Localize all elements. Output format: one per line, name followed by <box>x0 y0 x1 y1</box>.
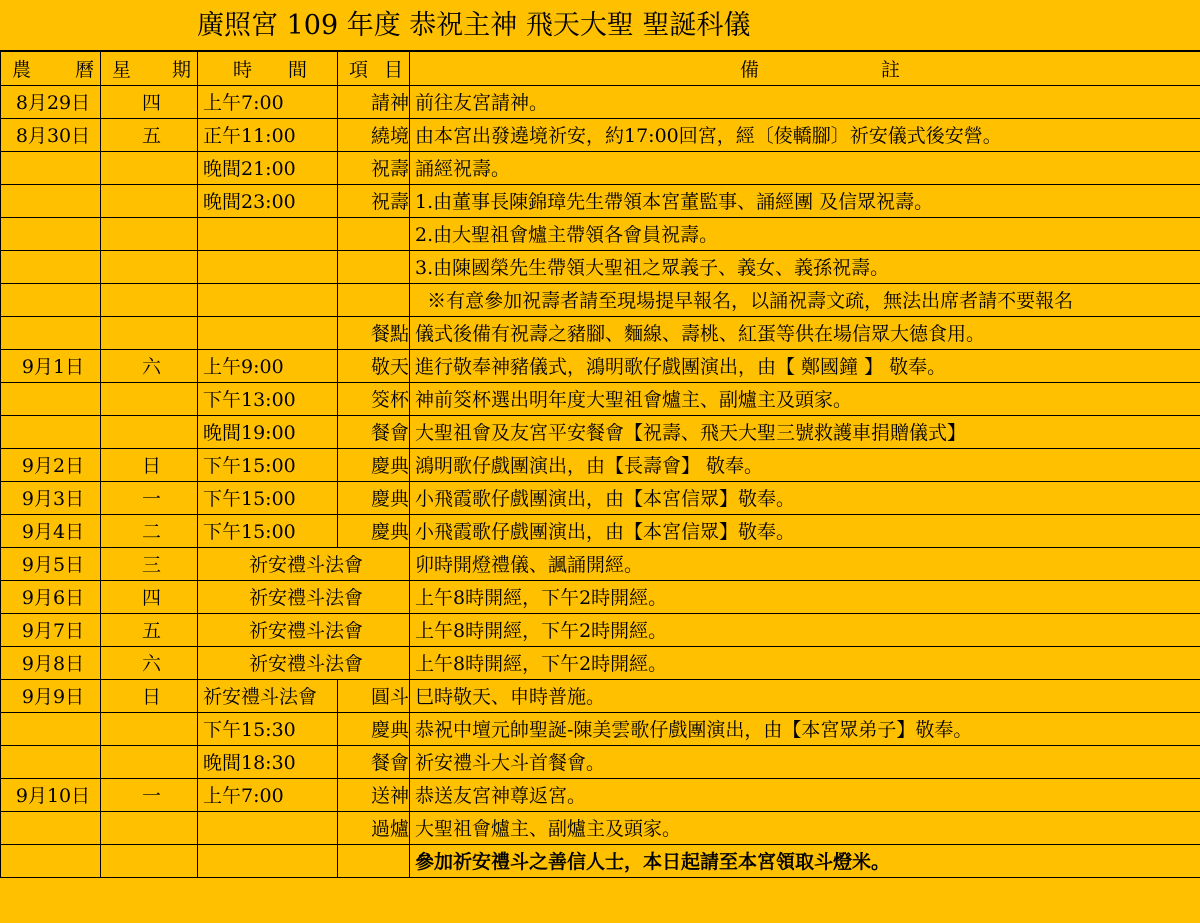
item-cell <box>338 250 410 283</box>
item-cell <box>338 283 410 316</box>
item-cell: 送神 <box>338 778 410 811</box>
schedule-table <box>0 52 1200 878</box>
day-cell: 四 <box>101 580 198 613</box>
item-cell: 慶典 <box>338 448 410 481</box>
day-cell: 三 <box>101 547 198 580</box>
time-cell: 下午15:00 <box>198 448 338 481</box>
time-cell: 上午7:00 <box>198 778 338 811</box>
schedule-row <box>1 811 1200 844</box>
note-cell: 大聖祖會爐主、副爐主及頭家。 <box>410 811 1200 844</box>
date-cell: 9月7日 <box>1 613 101 646</box>
time-cell <box>198 217 338 250</box>
header-row <box>1 52 1200 85</box>
schedule-row <box>1 118 1200 151</box>
note-cell: 由本宮出發遶境祈安，約17:00回宮，經〔倰轎腳〕祈安儀式後安營。 <box>410 118 1200 151</box>
date-cell <box>1 184 101 217</box>
date-cell <box>1 316 101 349</box>
header-time: 時 間 <box>198 52 338 85</box>
note-cell: 進行敬奉神豬儀式，鴻明歌仔戲團演出，由【 鄭國鐘 】 敬奉。 <box>410 349 1200 382</box>
day-cell <box>101 151 198 184</box>
note-cell: 鴻明歌仔戲團演出，由【長壽會】 敬奉。 <box>410 448 1200 481</box>
day-cell <box>101 316 198 349</box>
note-cell: 3.由陳國榮先生帶領大聖祖之眾義子、義女、義孫祝壽。 <box>410 250 1200 283</box>
day-cell: 日 <box>101 448 198 481</box>
header-note: 備 註 <box>410 52 1200 85</box>
day-cell: 一 <box>101 481 198 514</box>
date-cell: 9月6日 <box>1 580 101 613</box>
item-cell <box>338 217 410 250</box>
day-cell: 日 <box>101 679 198 712</box>
time-cell <box>198 250 338 283</box>
date-cell <box>1 415 101 448</box>
time-cell: 晚間18:30 <box>198 745 338 778</box>
schedule-row <box>1 646 1200 679</box>
day-cell: 五 <box>101 118 198 151</box>
note-cell: 恭祝中壇元帥聖誕-陳美雲歌仔戲團演出，由【本宮眾弟子】敬奉。 <box>410 712 1200 745</box>
note-cell: 儀式後備有祝壽之豬腳、麵線、壽桃、紅蛋等供在場信眾大德食用。 <box>410 316 1200 349</box>
day-cell: 四 <box>101 85 198 118</box>
schedule-title: 廣照宮 109 年度 恭祝主神 飛天大聖 聖誕科儀 <box>197 10 751 41</box>
day-cell <box>101 382 198 415</box>
note-cell: 上午8時開經，下午2時開經。 <box>410 580 1200 613</box>
note-cell: 大聖祖會及友宮平安餐會【祝壽、飛天大聖三號救護車捐贈儀式】 <box>410 415 1200 448</box>
item-cell: 敬天 <box>338 349 410 382</box>
schedule-row <box>1 613 1200 646</box>
time-cell: 晚間19:00 <box>198 415 338 448</box>
note-cell: 前往友宮請神。 <box>410 85 1200 118</box>
time-cell: 下午15:00 <box>198 514 338 547</box>
note-cell: 誦經祝壽。 <box>410 151 1200 184</box>
item-cell: 筊杯 <box>338 382 410 415</box>
item-cell: 餐點 <box>338 316 410 349</box>
time-cell <box>198 316 338 349</box>
day-cell <box>101 844 198 877</box>
date-cell: 9月2日 <box>1 448 101 481</box>
note-cell: 神前筊杯選出明年度大聖祖會爐主、副爐主及頭家。 <box>410 382 1200 415</box>
item-cell: 請神 <box>338 85 410 118</box>
schedule-row <box>1 580 1200 613</box>
schedule-row <box>1 547 1200 580</box>
item-cell: 過爐 <box>338 811 410 844</box>
item-cell: 祝壽 <box>338 184 410 217</box>
day-cell <box>101 250 198 283</box>
date-cell <box>1 217 101 250</box>
time-cell: 下午13:00 <box>198 382 338 415</box>
schedule-row <box>1 184 1200 217</box>
schedule-row <box>1 712 1200 745</box>
schedule-row <box>1 283 1200 316</box>
note-cell: 小飛霞歌仔戲團演出，由【本宮信眾】敬奉。 <box>410 514 1200 547</box>
time-cell: 晚間21:00 <box>198 151 338 184</box>
time-item-span-cell: 祈安禮斗法會 <box>198 613 410 646</box>
date-cell <box>1 745 101 778</box>
note-cell: 上午8時開經，下午2時開經。 <box>410 646 1200 679</box>
item-cell: 繞境 <box>338 118 410 151</box>
date-cell <box>1 712 101 745</box>
schedule-row <box>1 415 1200 448</box>
day-cell: 六 <box>101 646 198 679</box>
date-cell: 9月10日 <box>1 778 101 811</box>
schedule-row <box>1 316 1200 349</box>
item-cell: 慶典 <box>338 712 410 745</box>
day-cell <box>101 415 198 448</box>
note-cell: 1.由董事長陳錦璋先生帶領本宮董監事、誦經團 及信眾祝壽。 <box>410 184 1200 217</box>
schedule-row <box>1 217 1200 250</box>
note-cell: 小飛霞歌仔戲團演出，由【本宮信眾】敬奉。 <box>410 481 1200 514</box>
item-cell: 餐會 <box>338 415 410 448</box>
schedule-row <box>1 844 1200 877</box>
schedule-row <box>1 481 1200 514</box>
time-cell: 下午15:30 <box>198 712 338 745</box>
time-cell <box>198 844 338 877</box>
time-cell: 晚間23:00 <box>198 184 338 217</box>
schedule-row <box>1 349 1200 382</box>
day-cell: 五 <box>101 613 198 646</box>
item-cell: 圓斗 <box>338 679 410 712</box>
note-cell: 卯時開燈禮儀、諷誦開經。 <box>410 547 1200 580</box>
header-item: 項 目 <box>338 52 410 85</box>
day-cell: 一 <box>101 778 198 811</box>
date-cell <box>1 382 101 415</box>
schedule-row <box>1 250 1200 283</box>
schedule-title-bar <box>0 0 1200 52</box>
item-cell <box>338 844 410 877</box>
note-cell: 上午8時開經，下午2時開經。 <box>410 613 1200 646</box>
date-cell <box>1 283 101 316</box>
schedule-row <box>1 151 1200 184</box>
day-cell <box>101 811 198 844</box>
note-cell: 恭送友宮神尊返宮。 <box>410 778 1200 811</box>
date-cell: 9月9日 <box>1 679 101 712</box>
day-cell <box>101 745 198 778</box>
date-cell: 9月5日 <box>1 547 101 580</box>
schedule-row <box>1 448 1200 481</box>
date-cell <box>1 811 101 844</box>
date-cell: 8月29日 <box>1 85 101 118</box>
date-cell: 8月30日 <box>1 118 101 151</box>
date-cell: 9月1日 <box>1 349 101 382</box>
day-cell <box>101 217 198 250</box>
time-cell <box>198 283 338 316</box>
header-date: 農 曆 <box>1 52 101 85</box>
day-cell <box>101 283 198 316</box>
time-item-span-cell: 祈安禮斗法會 <box>198 547 410 580</box>
day-cell <box>101 184 198 217</box>
date-cell <box>1 844 101 877</box>
time-cell: 祈安禮斗法會 <box>198 679 338 712</box>
time-cell <box>198 811 338 844</box>
date-cell: 9月4日 <box>1 514 101 547</box>
date-cell: 9月8日 <box>1 646 101 679</box>
item-cell: 餐會 <box>338 745 410 778</box>
day-cell: 六 <box>101 349 198 382</box>
note-cell: 祈安禮斗大斗首餐會。 <box>410 745 1200 778</box>
note-cell: ※有意參加祝壽者請至現場提早報名，以誦祝壽文疏，無法出席者請不要報名 <box>410 283 1200 316</box>
schedule-row <box>1 778 1200 811</box>
item-cell: 慶典 <box>338 481 410 514</box>
schedule-row <box>1 85 1200 118</box>
header-day: 星 期 <box>101 52 198 85</box>
date-cell: 9月3日 <box>1 481 101 514</box>
time-cell: 上午7:00 <box>198 85 338 118</box>
time-item-span-cell: 祈安禮斗法會 <box>198 646 410 679</box>
day-cell: 二 <box>101 514 198 547</box>
schedule-row <box>1 382 1200 415</box>
date-cell <box>1 151 101 184</box>
day-cell <box>101 712 198 745</box>
schedule-row <box>1 514 1200 547</box>
time-cell: 正午11:00 <box>198 118 338 151</box>
note-cell: 2.由大聖祖會爐主帶領各會員祝壽。 <box>410 217 1200 250</box>
note-cell: 參加祈安禮斗之善信人士，本日起請至本宮領取斗燈米。 <box>410 844 1200 877</box>
date-cell <box>1 250 101 283</box>
schedule-row <box>1 679 1200 712</box>
schedule-row <box>1 745 1200 778</box>
time-item-span-cell: 祈安禮斗法會 <box>198 580 410 613</box>
item-cell: 祝壽 <box>338 151 410 184</box>
note-cell: 巳時敬天、申時普施。 <box>410 679 1200 712</box>
item-cell: 慶典 <box>338 514 410 547</box>
time-cell: 上午9:00 <box>198 349 338 382</box>
time-cell: 下午15:00 <box>198 481 338 514</box>
